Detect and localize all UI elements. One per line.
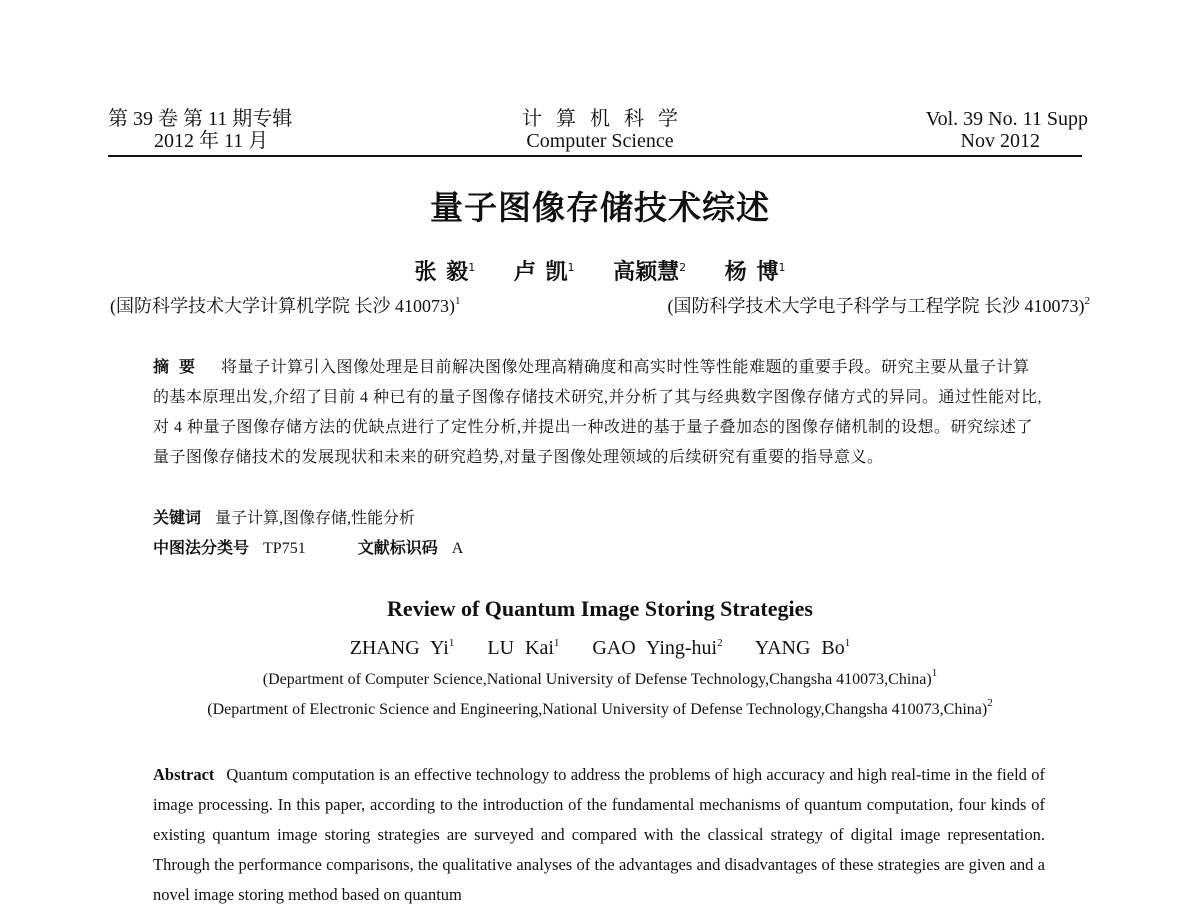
- affiliations-zh: [110, 292, 1090, 318]
- author-zh: 卢 凯$^1$: [513, 260, 575, 285]
- abstract-zh-label: 摘要: [153, 357, 206, 376]
- paper-title-en: Review of Quantum Image Storing Strategies: [387, 596, 813, 621]
- author-en: LU Kai$^1$: [487, 637, 560, 659]
- keywords-text: 量子计算,图像存储,性能分析: [215, 510, 416, 527]
- abstract-en-label: Abstract: [153, 765, 215, 784]
- affiliation-zh-1: (国防科学技术大学计算机学院 长沙 410073)$^1$: [110, 295, 461, 316]
- clc-value: TP751: [263, 540, 306, 557]
- volume-line: Vol. 39 No. 11 Supp: [925, 108, 1088, 130]
- authors-en: [0, 637, 1200, 660]
- journal-issue-en: [926, 108, 1088, 152]
- abstract-en-text: Quantum computation is an effective technology to address the problems of high accuracy and high real-time in the field of image processing. In this paper, according to the introduction of the fundamental mechanisms of quantum computation, four kinds of existing quantum image storing strategies are surveyed and compared with the classical strategy of digital image representation. Through the performance comparisons, the qualitative analyses of the advantages and disadvantages of these strategies are given and a novel image storing method based on quantum: [153, 765, 1045, 904]
- abstract-zh: [153, 352, 1045, 473]
- affiliation-en-2: (Department of Electronic Science and Engineering,National University of Defense Technology,Changsha 410073,China)$^2$: [207, 697, 993, 718]
- paper-title-zh: 量子图像存储技术综述: [430, 188, 770, 227]
- journal-name-en: Computer Science: [526, 130, 674, 152]
- doc-code-value: A: [451, 540, 464, 557]
- authors-zh: [0, 255, 1200, 286]
- affiliation-en-1: (Department of Computer Science,National University of Defense Technology,Changsha 410073,China)$^1$: [262, 667, 938, 688]
- issue-date-en: Nov 2012: [960, 130, 1040, 152]
- keywords-zh: [153, 505, 415, 528]
- affiliation-zh-2: (国防科学技术大学电子科学与工程学院 长沙 410073)$^2$: [667, 295, 1090, 316]
- keywords-label: 关键词: [153, 508, 202, 527]
- author-zh: 张 毅$^1$: [414, 260, 476, 285]
- author-zh: 高颖慧$^2$: [613, 260, 687, 285]
- clc-label: 中图法分类号: [153, 538, 250, 557]
- abstract-zh-text: 将量子计算引入图像处理是目前解决图像处理高精确度和高实时性等性能难题的重要手段。研究主要从量子计算的基本原理出发,介绍了目前 4 种已有的量子图像存储技术研究,并分析了其与经典数字图像存储方式的异同。通过性能对比,对 4 种量子图像存储方法的优缺点进行了定性分析,并提出一种改进的基于量子叠加态的图像存储机制的设想。研究综述了量子图像存储技术的发展现状和未来的研究趋势,对量子图像处理领域的后续研究有重要的指导意义。: [153, 359, 1043, 466]
- author-en: ZHANG Yi$^1$: [349, 637, 455, 659]
- issue-date-zh: 2012 年 11 月: [154, 130, 269, 152]
- author-en: YANG Bo$^1$: [754, 637, 851, 659]
- author-en: GAO Ying-hui$^2$: [592, 637, 723, 659]
- author-zh: 杨 博$^1$: [724, 260, 786, 285]
- doc-code-label: 文献标识码: [357, 538, 438, 557]
- issue-line: 第 39 卷 第 11 期专辑: [108, 108, 293, 130]
- abstract-en: [153, 760, 1045, 910]
- header-rule: [108, 155, 1082, 157]
- journal-name-zh: 计算机科学: [522, 108, 692, 130]
- classification: [153, 535, 463, 558]
